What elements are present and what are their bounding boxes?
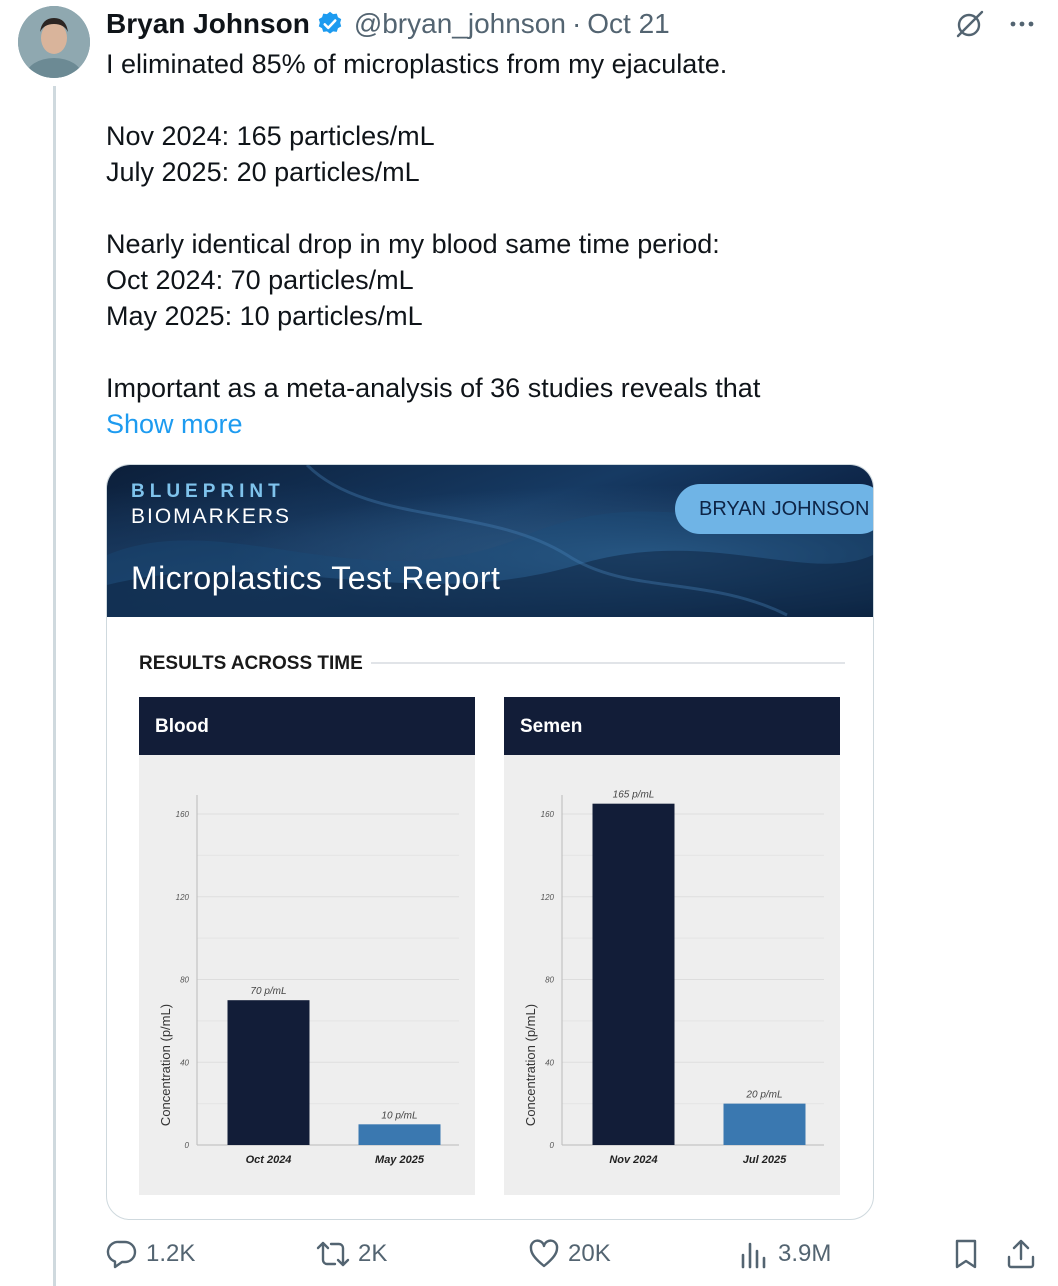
- tweet-action-bar: [106, 1238, 1036, 1280]
- results-heading: RESULTS ACROSS TIME: [139, 653, 363, 674]
- tweet-line: [106, 334, 1026, 370]
- media-card[interactable]: [106, 464, 874, 1220]
- tweet-top-actions: [954, 8, 1036, 40]
- y-tick-label: 160: [175, 810, 189, 820]
- y-tick-label: 0: [184, 1141, 189, 1150]
- tweet-line: July 2025: 20 particles/mL: [106, 157, 420, 187]
- brand-biomarkers: BIOMARKERS: [131, 505, 292, 528]
- repost-button[interactable]: [316, 1238, 387, 1270]
- reply-count: 1.2K: [146, 1240, 196, 1267]
- data-label: 70 p/mL: [250, 986, 287, 998]
- tweet-line: I eliminated 85% of microplastics from my ejaculate.: [106, 49, 728, 79]
- like-button[interactable]: [528, 1238, 611, 1270]
- blood-chart-header: [139, 697, 475, 755]
- heart-icon: [528, 1238, 560, 1270]
- semen-chart-panel: [504, 697, 840, 1195]
- y-tick-label: 160: [540, 810, 554, 820]
- like-count: 20K: [568, 1240, 611, 1267]
- view-count: 3.9M: [778, 1240, 832, 1267]
- x-tick-label: Nov 2024: [609, 1154, 658, 1166]
- reply-icon: [106, 1238, 138, 1270]
- share-icon: [1006, 1238, 1036, 1270]
- more-icon[interactable]: [1008, 10, 1036, 38]
- chart-title: Semen: [520, 716, 583, 737]
- bar: [228, 1000, 310, 1145]
- x-tick-label: Oct 2024: [245, 1154, 292, 1166]
- bar: [359, 1124, 441, 1145]
- grok-icon[interactable]: [954, 8, 986, 40]
- show-more-link[interactable]: Show more: [106, 409, 243, 439]
- tweet-date[interactable]: Oct 21: [587, 8, 670, 39]
- blood-chart-panel: [139, 697, 475, 1195]
- y-tick-label: 80: [180, 975, 189, 985]
- y-axis-label: Concentration (p/mL): [158, 1003, 173, 1127]
- report-title: Microplastics Test Report: [131, 560, 501, 596]
- results-divider: [371, 662, 845, 664]
- report-banner: [107, 465, 873, 617]
- x-tick-label: May 2025: [375, 1154, 424, 1166]
- semen-chart-header: [504, 697, 840, 755]
- x-tick-label: Jul 2025: [742, 1154, 787, 1166]
- semen-bar-chart: [504, 755, 840, 1195]
- y-axis-label: Concentration (p/mL): [523, 1003, 538, 1127]
- chart-title: Blood: [155, 716, 209, 737]
- y-tick-label: 0: [549, 1141, 554, 1150]
- thread-line: [53, 86, 56, 1286]
- tweet-line: Important as a meta-analysis of 36 studies reveals that: [106, 373, 761, 403]
- author-handle[interactable]: @bryan_johnson: [353, 8, 566, 39]
- data-label: 20 p/mL: [746, 1089, 783, 1101]
- avatar-image: [18, 6, 90, 78]
- bar: [724, 1104, 806, 1145]
- views-icon: [740, 1238, 770, 1270]
- tweet-line: Nov 2024: 165 particles/mL: [106, 121, 435, 151]
- tweet-line: Nearly identical drop in my blood same time period:: [106, 229, 720, 259]
- patient-name-badge: BRYAN JOHNSON: [675, 484, 874, 534]
- bookmark-icon: [952, 1238, 980, 1270]
- share-button[interactable]: [1006, 1238, 1036, 1270]
- tweet-header: [106, 6, 670, 42]
- repost-icon: [316, 1238, 350, 1270]
- views-button[interactable]: [740, 1238, 831, 1270]
- repost-count: 2K: [358, 1240, 388, 1267]
- verified-badge-icon: [316, 10, 344, 38]
- data-label: 165 p/mL: [612, 789, 655, 801]
- blood-bar-chart: [139, 755, 475, 1195]
- bar: [593, 804, 675, 1145]
- y-tick-label: 120: [540, 892, 554, 902]
- y-tick-label: 120: [175, 892, 189, 902]
- author-name[interactable]: Bryan Johnson: [106, 8, 310, 39]
- separator-dot: ·: [571, 8, 582, 39]
- y-tick-label: 80: [545, 975, 554, 985]
- data-label: 10 p/mL: [381, 1110, 418, 1122]
- tweet-line: Oct 2024: 70 particles/mL: [106, 265, 414, 295]
- tweet-text: [106, 46, 1026, 442]
- tweet-line: [106, 82, 1026, 118]
- bookmark-button[interactable]: [952, 1238, 980, 1270]
- brand-blueprint: BLUEPRINT: [131, 481, 285, 502]
- y-tick-label: 40: [545, 1058, 554, 1068]
- reply-button[interactable]: [106, 1238, 195, 1270]
- tweet-line: [106, 190, 1026, 226]
- y-tick-label: 40: [180, 1058, 189, 1068]
- avatar[interactable]: [18, 6, 90, 78]
- tweet-line: May 2025: 10 particles/mL: [106, 301, 423, 331]
